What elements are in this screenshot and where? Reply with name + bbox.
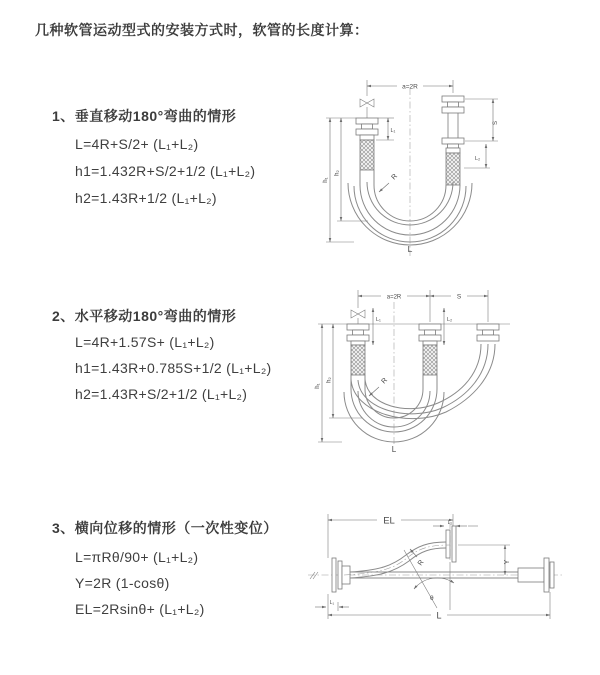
diagram-vertical-180-bend — [310, 70, 600, 265]
height-outer-label: h₁ — [323, 177, 329, 183]
angle-label: θ — [430, 595, 434, 602]
end-length-right-label: L₂ — [447, 520, 453, 526]
diagram-lateral-displacement — [300, 498, 600, 648]
section-2-formula-h1: h1=1.43R+0.785S+1/2 (L₁+L₂) — [75, 360, 272, 376]
centerline-break-mark — [310, 572, 318, 579]
width-dimension-label: a=2R — [386, 294, 402, 301]
length-label: L — [407, 244, 413, 254]
radius-label: R — [390, 172, 399, 182]
section-3-formula-length: L=πRθ/90+ (L₁+L₂) — [75, 549, 199, 565]
extended-length-dimension — [328, 514, 453, 558]
end-length-left-dimension — [373, 308, 381, 345]
stroke-dimension-label: S — [456, 293, 462, 301]
height-inner-label: h₂ — [334, 170, 341, 176]
end-length-left-label: L₁ — [329, 600, 335, 606]
hose-s-curve-displaced — [344, 542, 450, 578]
upper-flange — [446, 522, 511, 565]
section-2-heading: 2、水平移动180°弯曲的情形 — [52, 308, 237, 324]
stroke-dimension — [430, 294, 488, 301]
end-length-left-label: L₁ — [390, 128, 396, 134]
end-length-left-dimension — [376, 118, 396, 140]
end-length-right-dimension — [444, 308, 452, 345]
middle-pipe-flange — [419, 324, 441, 345]
valve-icon — [360, 99, 374, 118]
section-2-formula-length: L=4R+1.57S+ (L₁+L₂) — [75, 334, 215, 350]
offset-label: Y — [504, 559, 511, 565]
stroke-dimension — [465, 99, 499, 141]
end-length-right-dimension — [464, 144, 490, 168]
height-outer-dimension — [323, 118, 356, 242]
end-length-right-label: L₂ — [475, 156, 481, 162]
right-pipe-flange — [442, 96, 464, 153]
right-pipe-flange — [477, 324, 499, 341]
braided-hose-left — [360, 140, 374, 170]
valve-icon — [351, 310, 365, 324]
length-label: L — [436, 610, 442, 621]
radius-annotation — [379, 173, 399, 192]
radius-label: R — [380, 376, 389, 386]
end-length-right-label: L₂ — [447, 317, 453, 323]
right-flange — [518, 558, 554, 592]
height-outer-label: h₁ — [315, 383, 321, 389]
height-inner-label: h₂ — [326, 377, 333, 383]
section-1-formula-h1: h1=1.432R+S/2+1/2 (L₁+L₂) — [75, 163, 256, 179]
radius-label: R — [416, 558, 426, 568]
end-length-left-label: L₁ — [376, 317, 381, 323]
braided-hose-middle — [423, 345, 437, 375]
width-dimension-label: a=2R — [402, 83, 418, 91]
section-1-heading: 1、垂直移动180°弯曲的情形 — [52, 108, 237, 124]
section-3-formula-el: EL=2Rsinθ+ (L₁+L₂) — [75, 601, 205, 617]
section-2-formula-h2: h2=1.43R+S/2+1/2 (L₁+L₂) — [75, 386, 248, 402]
end-length-right-dimension — [433, 520, 478, 526]
radius-annotation — [369, 377, 389, 396]
braided-hose-left — [351, 345, 365, 375]
page-title: 几种软管运动型式的安装方式时，软管的长度计算： — [35, 22, 369, 38]
extended-length-label: EL — [383, 515, 395, 527]
section-1-formula-h2: h2=1.43R+1/2 (L₁+L₂) — [75, 190, 217, 206]
length-label: L — [391, 445, 397, 454]
length-dimension — [328, 592, 550, 621]
offset-dimension — [504, 545, 511, 575]
left-pipe-flange — [347, 324, 369, 345]
braided-hose-right — [446, 153, 460, 185]
stroke-dimension-label: S — [493, 120, 499, 126]
diagram-horizontal-180-bend — [310, 284, 600, 459]
section-1-formula-length: L=4R+S/2+ (L₁+L₂) — [75, 136, 199, 152]
section-3-formula-y: Y=2R (1-cosθ) — [75, 575, 170, 591]
section-3-heading: 3、横向位移的情形（一次性变位） — [52, 520, 278, 536]
end-length-left-dimension — [315, 600, 349, 611]
left-pipe-flange — [356, 118, 378, 140]
